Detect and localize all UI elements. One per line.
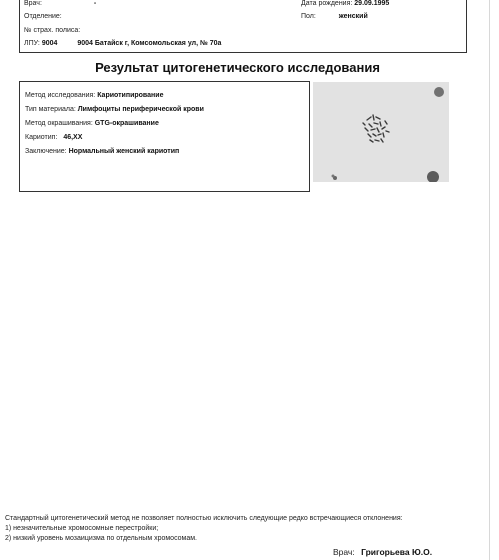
result-box (19, 81, 310, 192)
stain-value: GTG-окрашивание (94, 120, 159, 127)
method-row (25, 91, 163, 100)
karyotype-image (313, 82, 449, 182)
doctor-signature-row (333, 547, 432, 557)
footer-doctor-name: Григорьева Ю.О. (361, 547, 433, 557)
policy-row (24, 26, 80, 35)
sex-row (301, 12, 368, 21)
material-label: Тип материала: (25, 106, 76, 113)
karyotype-label: Кариотип: (25, 134, 58, 141)
department-label: Отделение: (24, 13, 62, 20)
material-row (25, 105, 204, 114)
patient-info-box (19, 0, 467, 53)
stain-label: Метод окрашивания: (25, 120, 93, 127)
lpu-row (24, 39, 221, 48)
doctor-row (24, 0, 96, 8)
material-value: Лимфоциты периферической крови (77, 106, 204, 113)
birth-row (301, 0, 389, 8)
metaphase-spread-graphic (313, 82, 449, 182)
sex-value: женский (338, 13, 368, 20)
disclaimer-line-3: 2) низкий уровень мозаицизма по отдельным хромосомам. (5, 535, 197, 542)
doctor-value: - (93, 0, 97, 7)
birth-value: 29.09.1995 (354, 0, 390, 7)
conclusion-label: Заключение: (25, 148, 67, 155)
disclaimer-line-2: 1) незначительные хромосомные перестройки; (5, 525, 159, 532)
birth-label: Дата рождения: (301, 0, 353, 7)
lpu-code: 9004 (41, 40, 58, 47)
lpu-label: ЛПУ: (24, 40, 40, 47)
lpu-address: 9004 Батайск г, Комсомольская ул, № 70а (77, 40, 222, 47)
conclusion-value: Нормальный женский кариотип (68, 148, 180, 155)
method-value: Кариотипирование (97, 92, 164, 99)
page-title: Результат цитогенетического исследования (95, 60, 380, 75)
karyotype-value: 46,XX (63, 134, 83, 141)
policy-label: № страх. полиса: (24, 27, 81, 34)
karyotype-row (25, 133, 82, 142)
sex-label: Пол: (301, 13, 316, 20)
department-row (24, 12, 62, 21)
method-label: Метод исследования: (25, 92, 96, 99)
stain-row (25, 119, 159, 128)
disclaimer-line-1: Стандартный цитогенетический метод не позволяет полностью исключить следующие редко встречающиеся отклонения: (5, 515, 403, 522)
footer-doctor-label: Врач: (333, 547, 355, 557)
disclaimer (5, 514, 403, 544)
doctor-label: Врач: (24, 0, 42, 7)
conclusion-row (25, 147, 179, 156)
